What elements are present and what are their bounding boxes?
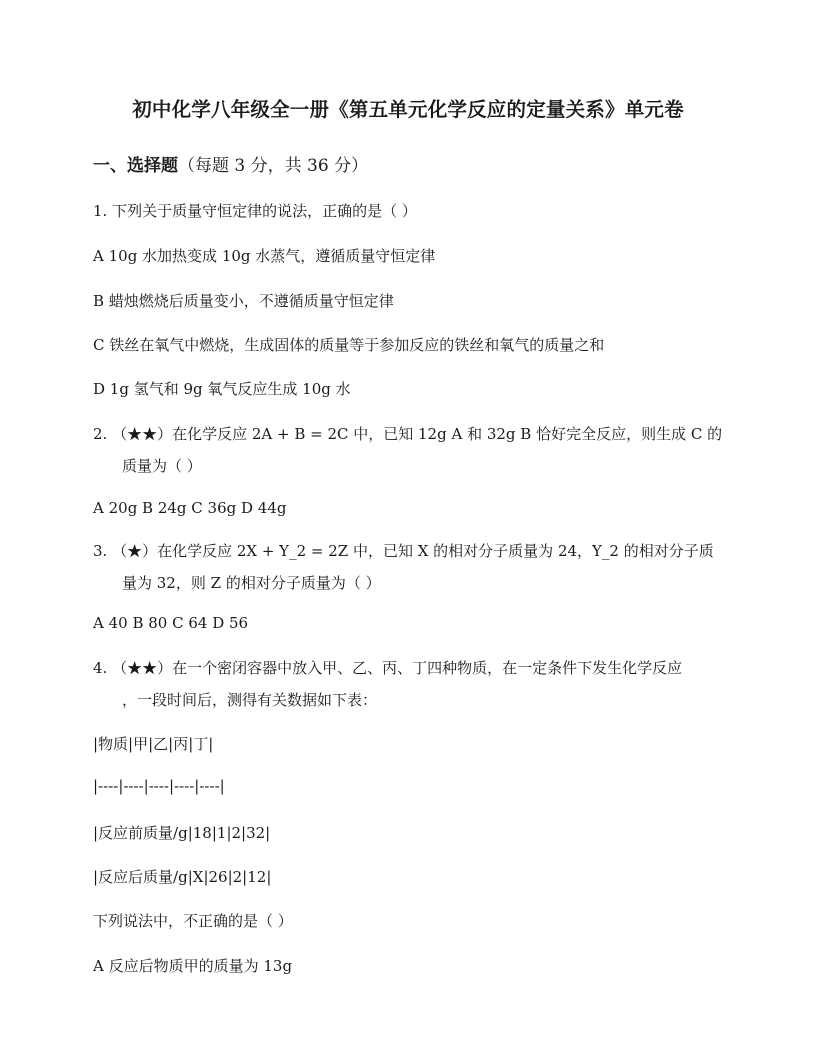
section-heading-note: （每题 3 分，共 36 分） — [178, 156, 369, 176]
section-heading — [93, 151, 368, 176]
question-1-option-c: C 铁丝在氧气中燃烧，生成固体的质量等于参加反应的铁丝和氧气的质量之和 — [93, 336, 605, 354]
question-4-option-a: A 反应后物质甲的质量为 13g — [93, 957, 293, 975]
data-table-row-after: |反应后质量/g|X|26|2|12| — [93, 868, 272, 886]
question-1-option-d: D 1g 氢气和 9g 氧气反应生成 10g 水 — [93, 380, 351, 398]
question-4-stem-line-2: ，一段时间后，测得有关数据如下表： — [122, 691, 378, 709]
page-title: 初中化学八年级全一册《第五单元化学反应的定量关系》单元卷 — [132, 98, 684, 121]
data-table-row-before: |反应前质量/g|18|1|2|32| — [93, 824, 271, 842]
question-2-stem-line-2: 质量为（ ） — [122, 457, 202, 475]
data-table-separator: |----|----|----|----|----| — [93, 777, 225, 795]
question-1-option-a: A 10g 水加热变成 10g 水蒸气，遵循质量守恒定律 — [93, 247, 436, 265]
question-3-stem-line-1: 3. （★）在化学反应 2X + Y_2 = 2Z 中，已知 X 的相对分子质量为 24，Y_2 的相对分子质 — [93, 542, 714, 560]
question-4-prompt: 下列说法中，不正确的是（ ） — [93, 912, 293, 930]
question-2-stem-line-1: 2. （★★）在化学反应 2A + B = 2C 中，已知 12g A 和 32g B 恰好完全反应，则生成 C 的 — [93, 425, 723, 443]
question-1-option-b: B 蜡烛燃烧后质量变小，不遵循质量守恒定律 — [93, 292, 394, 310]
question-4-stem-line-1: 4. （★★）在一个密闭容器中放入甲、乙、丙、丁四种物质，在一定条件下发生化学反应 — [93, 659, 683, 677]
question-3-options: A 40 B 80 C 64 D 56 — [93, 614, 249, 632]
section-heading-label: 一、选择题 — [93, 156, 178, 176]
question-2-options: A 20g B 24g C 36g D 44g — [93, 499, 287, 517]
data-table-header: |物质|甲|乙|丙|丁| — [93, 735, 214, 753]
question-3-stem-line-2: 量为 32，则 Z 的相对分子质量为（ ） — [122, 574, 381, 592]
question-1-stem: 1. 下列关于质量守恒定律的说法，正确的是（ ） — [93, 202, 417, 220]
